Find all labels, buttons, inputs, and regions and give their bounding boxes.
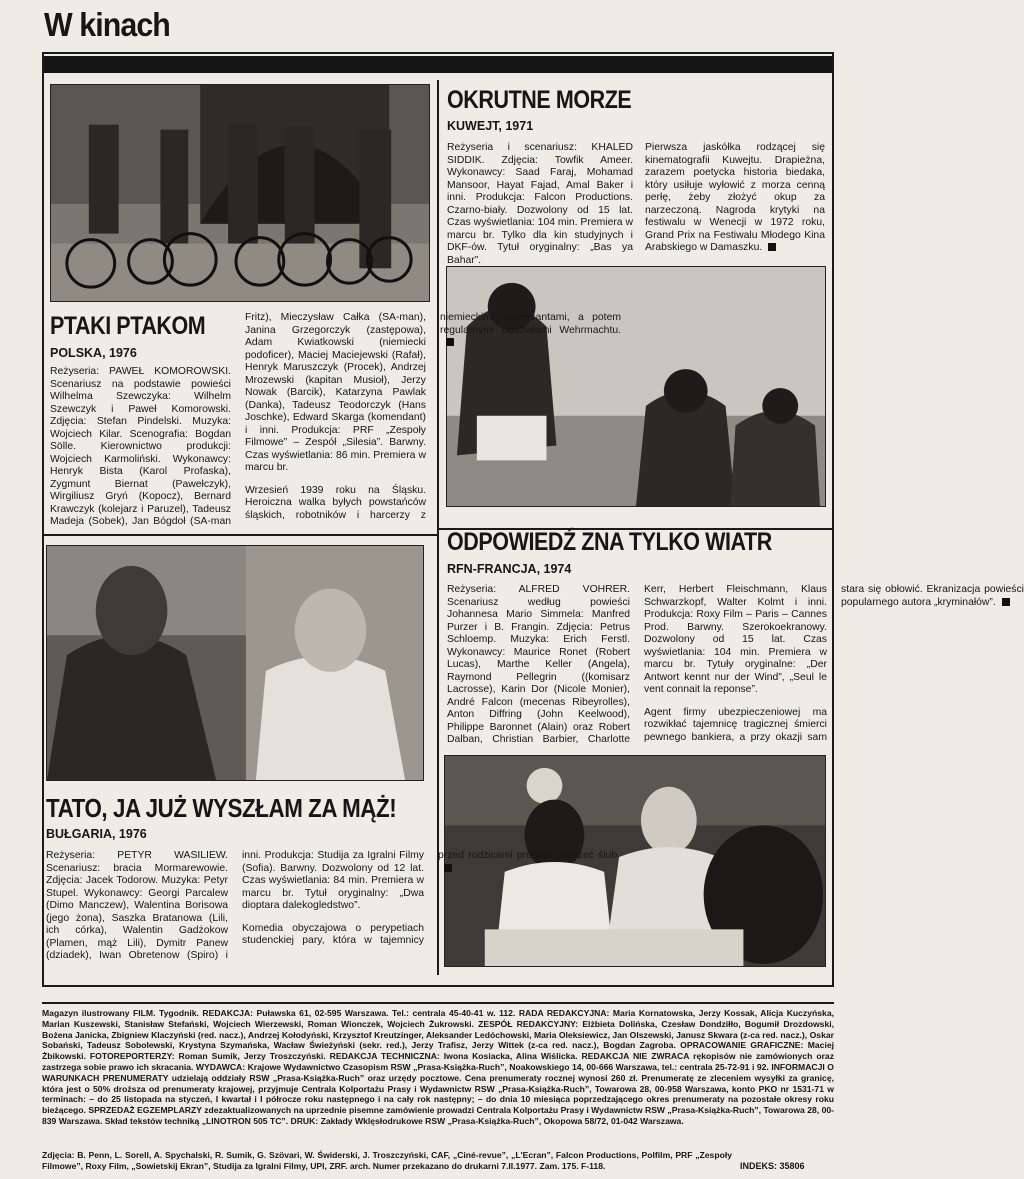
end-mark [1002,598,1010,606]
still-ptaki-ptakom [50,84,430,302]
credits-text: Reżyseria: PETYR WASILIEW. Scenariusz: bracia Mormarewowie. Zdjęcia: Jacek Todorow. Muzyka: Petyr Stupel. Wykonawcy: Georgi Parcalew (Dimo Manczew), Walentina Borisowa (jego żona), Saszka Bratanowa (Lili, ich córka), Walentin Gadżokow (Plamen, mąż Lili), Dymitr Panew (dziadek), Iwan Obretenow (Spiro) i inni. Produkcja: Studija za Igralni Filmy (Sofia). Barwny. Dozwolony od 12 lat. Czas wyświetlania: 84 min. Premiera w marcu br. Tytuł oryginalny: „Dwa dioptara dalekogledstwo”. [46,850,424,961]
film-text-odpowiedz [447,584,1024,749]
film-title-odpowiedz: ODPOWIEDŹ ZNA TYLKO WIATR [447,528,772,556]
end-mark [444,864,452,872]
film-title-tato-ja-juz: TATO, JA JUŻ WYSZŁAM ZA MĄŻ! [46,793,397,823]
synopsis-text: Pierwsza jaskółka rodzącej się kinematografii Kuwejtu. Drapieżna, zarazem poetycka historia biedaka, który usiłuje wyłowić z morza cenną perłę, żeby złożyć okup za narzeczoną. Nagroda krytyki na festiwalu w Wenecji w 1972 roku, Grand Prix na Festiwalu Młodego Kina Arabskiego w Damaszku. [645,142,825,253]
row-divider-left [44,534,439,536]
film-country-okrutne-morze: KUWEJT, 1971 [447,119,534,133]
film-text-tato-ja-juz [46,850,620,972]
film-country-ptaki-ptakom: POLSKA, 1976 [50,346,137,360]
end-mark [768,243,776,251]
still-tato-ja-juz [46,545,424,781]
credits-text: Reżyseria: ALFRED VOHRER. Scenariusz według powieści Johannesa Mario Simmela: Manfred Purzer i B. Frangin. Zdjęcia: Petrus Schloemp. Muzyka: Erich Ferstl. Wykonawcy: Maurice Ronet (Robert Lucas), Marthe Keller (Angela), Raymond Pellegrin ((komisarz Lacrosse), Karin Dor (Nicole Monier), André Falcon (mecenas Ribeyrolles), Anton Diffring (John Keelwood), Philippe Baronnet (Alain) oraz Robert Dalban, Christian Barbier, Charlotte Kerr, Herbert Fleischmann, Klaus Schwarzkopf, Walter Kolmt i inni. Produkcja: Roxy Film – Paris – Cannes Prod. Barwny. Szerokoekranowy. Dozwolony od 15 lat. Czas wyświetlania: 104 min. Premiera w marcu br. Tytuły oryginalne: „Der Antwort kennt nur der Wind”, „Seul le vent connait la reponse”. [447,584,827,745]
synopsis-text: Komedia obyczajowa o perypetiach studenckiej pary, która w tajemnicy przed rodzicami próbuje zawrzeć ślub. [242,850,620,946]
photo-credits-text: Zdjęcia: B. Penn, L. Sorell, A. Spychalski, R. Sumik, G. Szövari, W. Świderski, J. Troszczyński, CAF, „Ciné-revue”, „L'Ecran”, Falcon Productions, Polfilm, PRF „Zespoły Filmowe”, Roxy Film, „Sowietskij Ekran”, Studija za Igralni Filmy, UPI, ZRF. arch. Numer przekazano do drukarni 7.II.1977. Zam. 175. F-118. [42,1150,732,1171]
title-spacer [50,312,231,366]
synopsis-text: Agent firmy ubezpieczeniowej ma rozwikłać tajemnicę tragicznej śmierci pewnego bankiera, a przy okazji sam stara się obłowić. Ekranizacja powieści popularnego autora „kryminałów”. [644,584,1024,743]
photo-credits [42,1150,732,1172]
masthead [42,1008,834,1127]
credits-text: Reżyseria i scenariusz: KHALED SIDDIK. Zdjęcia: Towfik Ameer. Wykonawcy: Saad Faraj, Mohamad Mansoor, Hayat Fajad, Amal Baker i inni. Produkcja: Falcon Productions. Czarno-biały. Dozwolony od 15 lat. Czas wyświetlania: 104 min. Premiera w marcu br. Tylko dla kin studyjnych i DKF-ów. Tytuł oryginalny: „Bas ya Bahar”. [447,142,633,266]
masthead-rule [42,1002,834,1004]
masthead-text: Magazyn ilustrowany FILM. Tygodnik. REDAKCJA: Puławska 61, 02-595 Warszawa. Tel.: centrala 45-40-41 w. 112. RADA REDAKCYJNA: Maria Kornatowska, Jerzy Kossak, Alicja Kuczyńska, Marian Kuszewski, Stanisław Stefański, Wojciech Wierzewski, Roman Wionczek, Wojciech Żukrowski. ZESPÓŁ REDAKCYJNY: Elżbieta Dolińska, Czesław Dondziłło, Bogumił Drozdowski, Bożena Janicka, Zbigniew Klaczyński (red. nacz.), Andrzej Kołodyński, Krzysztof Kreutzinger, Aleksander Ledóchowski, Maria Oleksiewicz, Jan Olszewski, Janusz Skwara (z-ca red. nacz.), Oskar Sobański, Tadeusz Sobolewski, Krystyna Szymańska, Wacław Świeżyński (sekr. red.), Jerzy Trafisz, Jerzy Wittek (z-ca red. nacz.), Bogdan Zagroba. OPRACOWANIE GRAFICZNE: Maciej Żbikowski. FOTOREPORTERZY: Roman Sumik, Jerzy Troszczyński. REDAKCJA TECHNICZNA: Iwona Kosiacka, Alina Wiślicka. REDAKCJA NIE ZWRACA rękopisów nie zamówionych oraz zastrzega sobie prawo ich skracania. WYDAWCA: Krajowe Wydawnictwo Czasopism RSW „Prasa-Książka-Ruch”, Noakowskiego 14, 00-666 Warszawa, tel.: centrala 25-72-91 i 92. INFORMACJI O WARUNKACH PRENUMERATY udzielają oddziały RSW „Prasa-Książka-Ruch” oraz urzędy pocztowe. Cena prenumeraty rocznej wynosi 260 zł. Prenumeratę ze zleceniem wysyłki za granicę, która jest o 50% droższa od prenumeraty krajowej, przyjmuje Centrala Kolportażu Prasy i Wydawnictw RSW „Prasa-Książka-Ruch”, Towarowa 28, 00-958 Warszawa, konto PKO nr 1531-71 w terminach: – do 25 listopada na styczeń, I kwartał i I półrocze roku następnego i na cały rok następny; – do dnia 10 miesiąca poprzedzającego okres prenumeraty na pozostałe okresy roku bieżącego. SPRZEDAŻ EGZEMPLARZY zdezaktualizowanych na uprzednie pisemne zamówienie prowadzi Centrala Kolportażu Prasy i Wydawnictw RSW „Prasa-Książka-Ruch”, Towarowa 28, 00-839 Warszawa. Skład tekstów techniką „LINOTRON 505 TC”. DRUK: Zakłady Wklęsłodrukowe RSW „Prasa-Książka-Ruch”, Okopowa 58/72, 01-042 Warszawa. [42,1008,834,1126]
film-credits-okrutne-morze [447,142,633,267]
film-title-okrutne-morze: OKRUTNE MORZE [447,86,632,114]
section-title: W kinach [44,6,170,43]
film-country-odpowiedz: RFN-FRANCJA, 1974 [447,562,572,576]
synopsis-text: Wrzesień 1939 roku na Śląsku. Heroiczna walka byłych powstańców śląskich, robotników i harcerzy z niemieckimi dywersantami, a potem regularnymi oddziałami Wehrmachtu. [245,312,621,521]
end-mark [446,338,454,346]
still-okrutne-morze [446,266,826,507]
film-text-ptaki-ptakom [50,312,621,532]
film-title-ptaki-ptakom: PTAKI PTAKOM [50,312,206,340]
index-number: INDEKS: 35806 [740,1161,805,1171]
film-synopsis-okrutne-morze [645,142,825,255]
film-country-tato-ja-juz: BUŁGARIA, 1976 [46,827,147,841]
credits-text: Reżyseria: PAWEŁ KOMOROWSKI. Scenariusz na podstawie powieści Wilhelma Szewczyka: Wilhelm Szewczyk i Paweł Komorowski. Zdjęcia: Stefan Pindelski. Muzyka: Wojciech Kilar. Scenografia: Bogdan Sölle. Kierownictwo produkcji: Wojciech Karmoliński. Wykonawcy: Henryk Bista (Karol Profaska), Zygmunt Biernat (Pawełczyk), Wirgiliusz Gryń (Kopocz), Bernard Krawczyk (kolejarz i Paruzel), Tadeusz Madeja (Sobek), Jan Bógdoł (SA-man Fritz), Mieczysław Całka (SA-man), Janina Grzegorczyk (zastępowa), Adam Kwiatkowski (niemiecki podoficer), Maciej Maciejewski (Rafał), Henryk Maruszczyk (Procek), Andrzej Mrozewski (kapitan Musioł), Jerzy Nowak (Barcik), Katarzyna Pawlak (Danka), Tadeusz Teodorczyk (Hans Joschke), Edward Skarga (komendant) i inni. Produkcja: PRF „Zespoły Filmowe” – Zespół „Silesia”. Barwny. Czas wyświetlania: 86 min. Premiera w marcu br. [50,312,426,527]
frame-top-bar [44,56,832,73]
